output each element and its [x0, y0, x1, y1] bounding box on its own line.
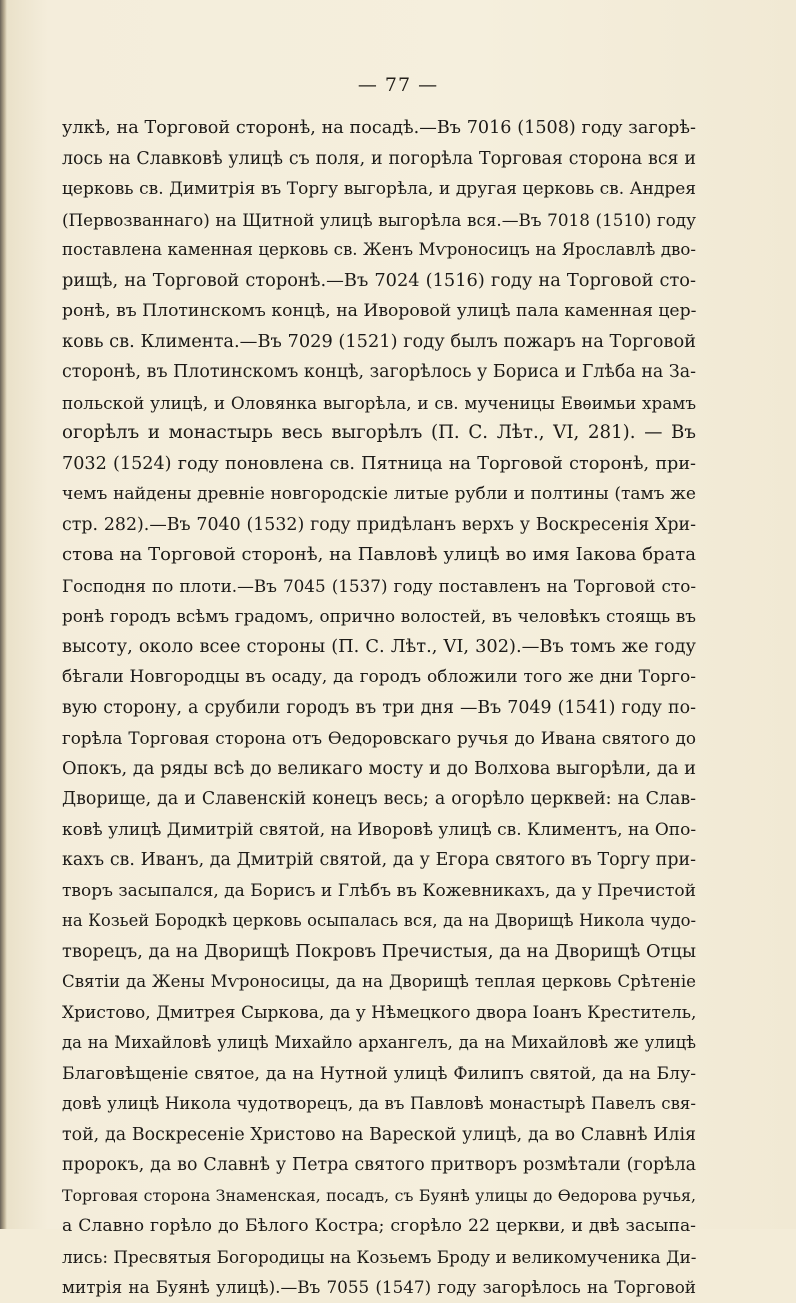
text-line: высоту, около всее стороны (П. С. Лѣт., VI, 302).—Въ томъ же году [62, 635, 696, 657]
text-line: Христово, Дмитрея Сыркова, да у Нѣмецкого двора Іоанъ Креститель, [62, 1002, 696, 1023]
text-line: Благовѣщеніе святое, да на Нутной улицѣ Филипъ святой, да на Блу- [62, 1063, 696, 1084]
text-line: ронѣ городъ всѣмъ градомъ, опрично волостей, въ человѣкъ стоящь въ [62, 606, 696, 626]
text-line: на Козьей Бородкѣ церковь осыпалась вся, да на Дворищѣ Никола чудо- [62, 911, 696, 930]
text-line: Господня по плоти.—Въ 7045 (1537) году поставленъ на Торговой сто- [62, 575, 696, 596]
text-line: митрія на Буянѣ улицѣ).—Въ 7055 (1547) году загорѣлось на Торговой [62, 1277, 696, 1297]
page-number: — 77 — [357, 74, 439, 96]
text-line: ковь св. Климента.—Въ 7029 (1521) году былъ пожаръ на Торговой [62, 330, 696, 352]
text-line: церковь св. Димитрія въ Торгу выгорѣла, и другая церковь св. Андрея [62, 179, 696, 199]
text-line: улкѣ, на Торговой сторонѣ, на посадѣ.—Въ 7016 (1508) году загорѣ- [62, 118, 696, 138]
text-line: а Славно горѣло до Бѣлого Костра; сгорѣло 22 церкви, и двѣ засыпа- [62, 1216, 696, 1236]
text-line: лись: Пресвятыя Богородицы на Козьемъ Броду и великомученика Ди- [62, 1246, 696, 1267]
text-line: бѣгали Новгородцы въ осаду, да городъ обложили того же дни Торго- [62, 667, 696, 687]
text-line: да на Михайловѣ улицѣ Михайло архангелъ, да на Михайловѣ же улицѣ [62, 1033, 696, 1052]
binding-edge [0, 0, 7, 1229]
text-line: стр. 282).—Въ 7040 (1532) году придѣланъ верхъ у Воскресенія Хри- [62, 514, 696, 535]
text-line: Торговая сторона Знаменская, посадъ, съ Буянѣ улицы до Ѳедорова ручья, [62, 1185, 696, 1205]
text-line: сторонѣ, въ Плотинскомъ концѣ, загорѣлось у Бориса и Глѣба на За- [62, 362, 696, 382]
text-line: рищѣ, на Торговой сторонѣ.—Въ 7024 (1516) году на Торговой сто- [62, 269, 696, 291]
text-line: кахъ св. Иванъ, да Дмитрій святой, да у Егора святого въ Торгу при- [62, 850, 696, 870]
text-line: 7032 (1524) году поновлена св. Пятница на Торговой сторонѣ, при- [62, 453, 696, 474]
text-line: горѣла Торговая сторона отъ Ѳедоровскаго ручья до Ивана святого до [62, 728, 696, 748]
text-line: польской улицѣ, и Оловянка выгорѣла, и св. мученицы Евѳимьи храмъ [62, 392, 696, 413]
text-line: пророкъ, да во Славнѣ у Петра святого притворъ розмѣтали (горѣла [62, 1155, 696, 1175]
text-line: Дворище, да и Славенскій конецъ весь; а огорѣло церквей: на Слав- [62, 789, 696, 809]
text-line: чемъ найдены древніе новгородскіе литые рубли и полтины (тамъ же [62, 484, 696, 504]
text-line: огорѣлъ и монастырь весь выгорѣлъ (П. С. Лѣт., VI, 281). — Въ [62, 422, 696, 443]
text-line: Святіи да Жены Мѵроносицы, да на Дворищѣ теплая церковь Срѣтеніе [62, 972, 696, 991]
text-line: творецъ, да на Дворищѣ Покровъ Пречистыя, да на Дворищѣ Отцы [62, 940, 696, 962]
text-line: довѣ улицѣ Никола чудотворецъ, да въ Павловѣ монастырѣ Павелъ свя- [62, 1094, 696, 1113]
text-line: ковѣ улицѣ Димитрій святой, на Иворовѣ улицѣ св. Климентъ, на Опо- [62, 819, 696, 840]
text-line: ронѣ, въ Плотинскомъ концѣ, на Иворовой улицѣ пала каменная цер- [62, 301, 696, 321]
text-line: (Первозваннаго) на Щитной улицѣ выгорѣла вся.—Въ 7018 (1510) году [62, 209, 696, 230]
body-text [62, 113, 696, 1303]
text-line: лось на Славковѣ улицѣ съ поля, и погорѣла Торговая сторона вся и [62, 148, 696, 169]
text-line: творъ засыпался, да Борисъ и Глѣбъ въ Кожевникахъ, да у Пречистой [62, 880, 696, 901]
text-line: той, да Воскресеніе Христово на Вареской улицѣ, да во Славнѣ Илія [62, 1124, 696, 1145]
text-line: вую сторону, а срубили городъ въ три дня —Въ 7049 (1541) году по- [62, 697, 696, 718]
text-line: Опокъ, да ряды всѣ до великаго мосту и до Волхова выгорѣли, да и [62, 757, 696, 779]
text-line: стова на Торговой сторонѣ, на Павловѣ улицѣ во имя Іакова брата [62, 544, 696, 565]
text-line: поставлена каменная церковь св. Женъ Мѵроносицъ на Ярославлѣ дво- [62, 240, 696, 259]
